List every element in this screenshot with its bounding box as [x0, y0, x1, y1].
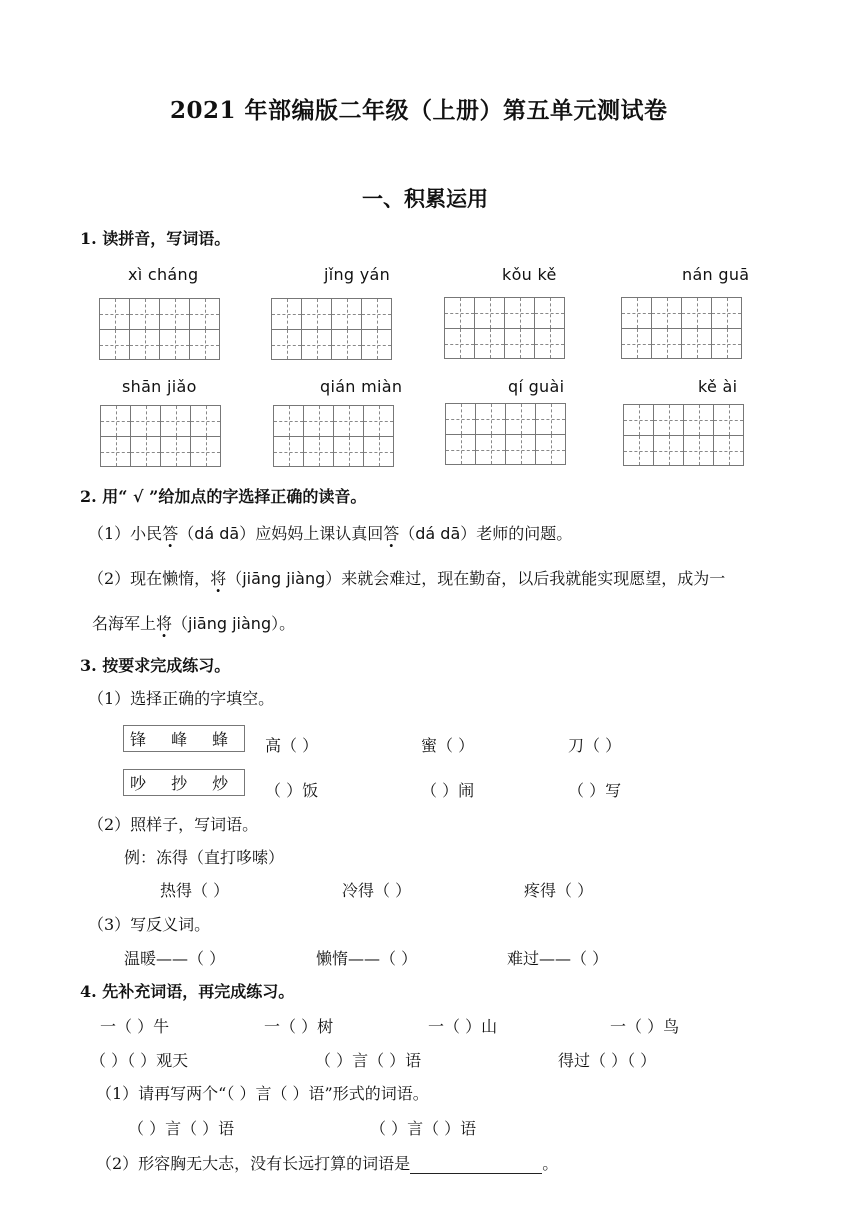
question-2-line-1: （1）小民答（dá dā）应妈妈上课认真回答（dá dā）老师的问题。 [88, 524, 573, 543]
question-3-heading: 3. 按要求完成练习。 [80, 656, 231, 675]
pinyin-label: qián miàn [320, 377, 403, 396]
pinyin-label: qí guài [508, 377, 565, 396]
question-4-sub-2: （2）形容胸无大志，没有长远打算的词语是 。 [96, 1154, 559, 1173]
pinyin-options[interactable]: （jiāng jiàng） [226, 569, 342, 588]
question-3-sub-1: （1）选择正确的字填空。 [88, 689, 275, 708]
character-choice-box: 吵 抄 炒 [123, 769, 245, 796]
question-2-line-2: （2）现在懒惰，将（jiāng jiàng）来就会难过，现在勤奋，以后我就能实现愿望，成为一 [88, 569, 726, 588]
dotted-character: 将 [210, 569, 227, 588]
pinyin-label: jǐng yán [324, 265, 391, 284]
question-2-line-3: 名海军上将（jiāng jiàng）。 [92, 614, 296, 633]
dotted-character: 答 [383, 524, 400, 543]
fill-blank[interactable]: 疼得（ ） [524, 881, 594, 900]
example-text: 例：冻得（直打哆嗦） [124, 848, 285, 867]
writing-grid[interactable] [273, 405, 394, 467]
character-choice-box: 锋 峰 蜂 [123, 725, 245, 752]
fill-blank[interactable]: 一（ ）山 [428, 1017, 498, 1036]
pinyin-label: shān jiǎo [122, 377, 197, 396]
fill-blank[interactable]: 难过——（ ） [507, 949, 609, 968]
fill-blank[interactable]: 高（ ） [265, 736, 319, 755]
dotted-character: 将 [156, 614, 173, 633]
fill-blank[interactable]: 一（ ）鸟 [610, 1017, 680, 1036]
fill-blank[interactable]: 温暖——（ ） [124, 949, 226, 968]
pinyin-options[interactable]: （jiāng jiàng） [172, 614, 280, 633]
fill-blank[interactable]: 得过（ ）（ ） [558, 1051, 657, 1070]
fill-blank[interactable]: 一（ ）树 [264, 1017, 334, 1036]
pinyin-options[interactable]: （dá dā） [399, 524, 477, 543]
fill-blank[interactable]: （ ）（ ）观天 [90, 1051, 189, 1070]
fill-blank[interactable]: （ ）饭 [265, 781, 319, 800]
fill-blank[interactable]: 懒惰——（ ） [316, 949, 418, 968]
writing-grid[interactable] [100, 405, 221, 467]
writing-grid[interactable] [99, 298, 220, 360]
fill-blank[interactable]: 刀（ ） [568, 736, 622, 755]
fill-blank[interactable]: 热得（ ） [160, 881, 230, 900]
fill-blank[interactable]: 蜜（ ） [421, 736, 475, 755]
question-2-heading: 2. 用“ √ ”给加点的字选择正确的读音。 [80, 487, 367, 506]
pinyin-label: kě ài [698, 377, 738, 396]
question-4-heading: 4. 先补充词语，再完成练习。 [80, 982, 295, 1001]
fill-blank[interactable]: （ ）言（ ）语 [315, 1051, 422, 1070]
question-1-heading: 1. 读拼音，写词语。 [80, 229, 231, 248]
pinyin-label: nán guā [682, 265, 750, 284]
pinyin-options[interactable]: （dá dā） [178, 524, 256, 543]
writing-grid[interactable] [621, 297, 742, 359]
pinyin-label: kǒu kě [502, 265, 557, 284]
section-heading: 一、积累运用 [362, 186, 488, 211]
fill-blank[interactable]: 冷得（ ） [342, 881, 412, 900]
writing-grid[interactable] [445, 403, 566, 465]
writing-grid[interactable] [623, 404, 744, 466]
fill-blank[interactable]: 一（ ）牛 [100, 1017, 170, 1036]
fill-blank[interactable]: （ ）写 [568, 781, 622, 800]
writing-grid[interactable] [444, 297, 565, 359]
fill-blank[interactable]: （ ）言（ ）语 [128, 1119, 235, 1138]
fill-blank[interactable]: （ ）闹 [421, 781, 475, 800]
pinyin-label: xì cháng [128, 265, 199, 284]
question-4-sub-1: （1）请再写两个“（ ）言（ ）语”形式的词语。 [96, 1084, 429, 1103]
question-3-sub-2: （2）照样子，写词语。 [88, 815, 259, 834]
page-title: 2021 年部编版二年级（上册）第五单元测试卷 [170, 97, 668, 124]
dotted-character: 答 [162, 524, 179, 543]
answer-line[interactable] [410, 1159, 542, 1174]
fill-blank[interactable]: （ ）言（ ）语 [370, 1119, 477, 1138]
question-3-sub-3: （3）写反义词。 [88, 915, 211, 934]
writing-grid[interactable] [271, 298, 392, 360]
